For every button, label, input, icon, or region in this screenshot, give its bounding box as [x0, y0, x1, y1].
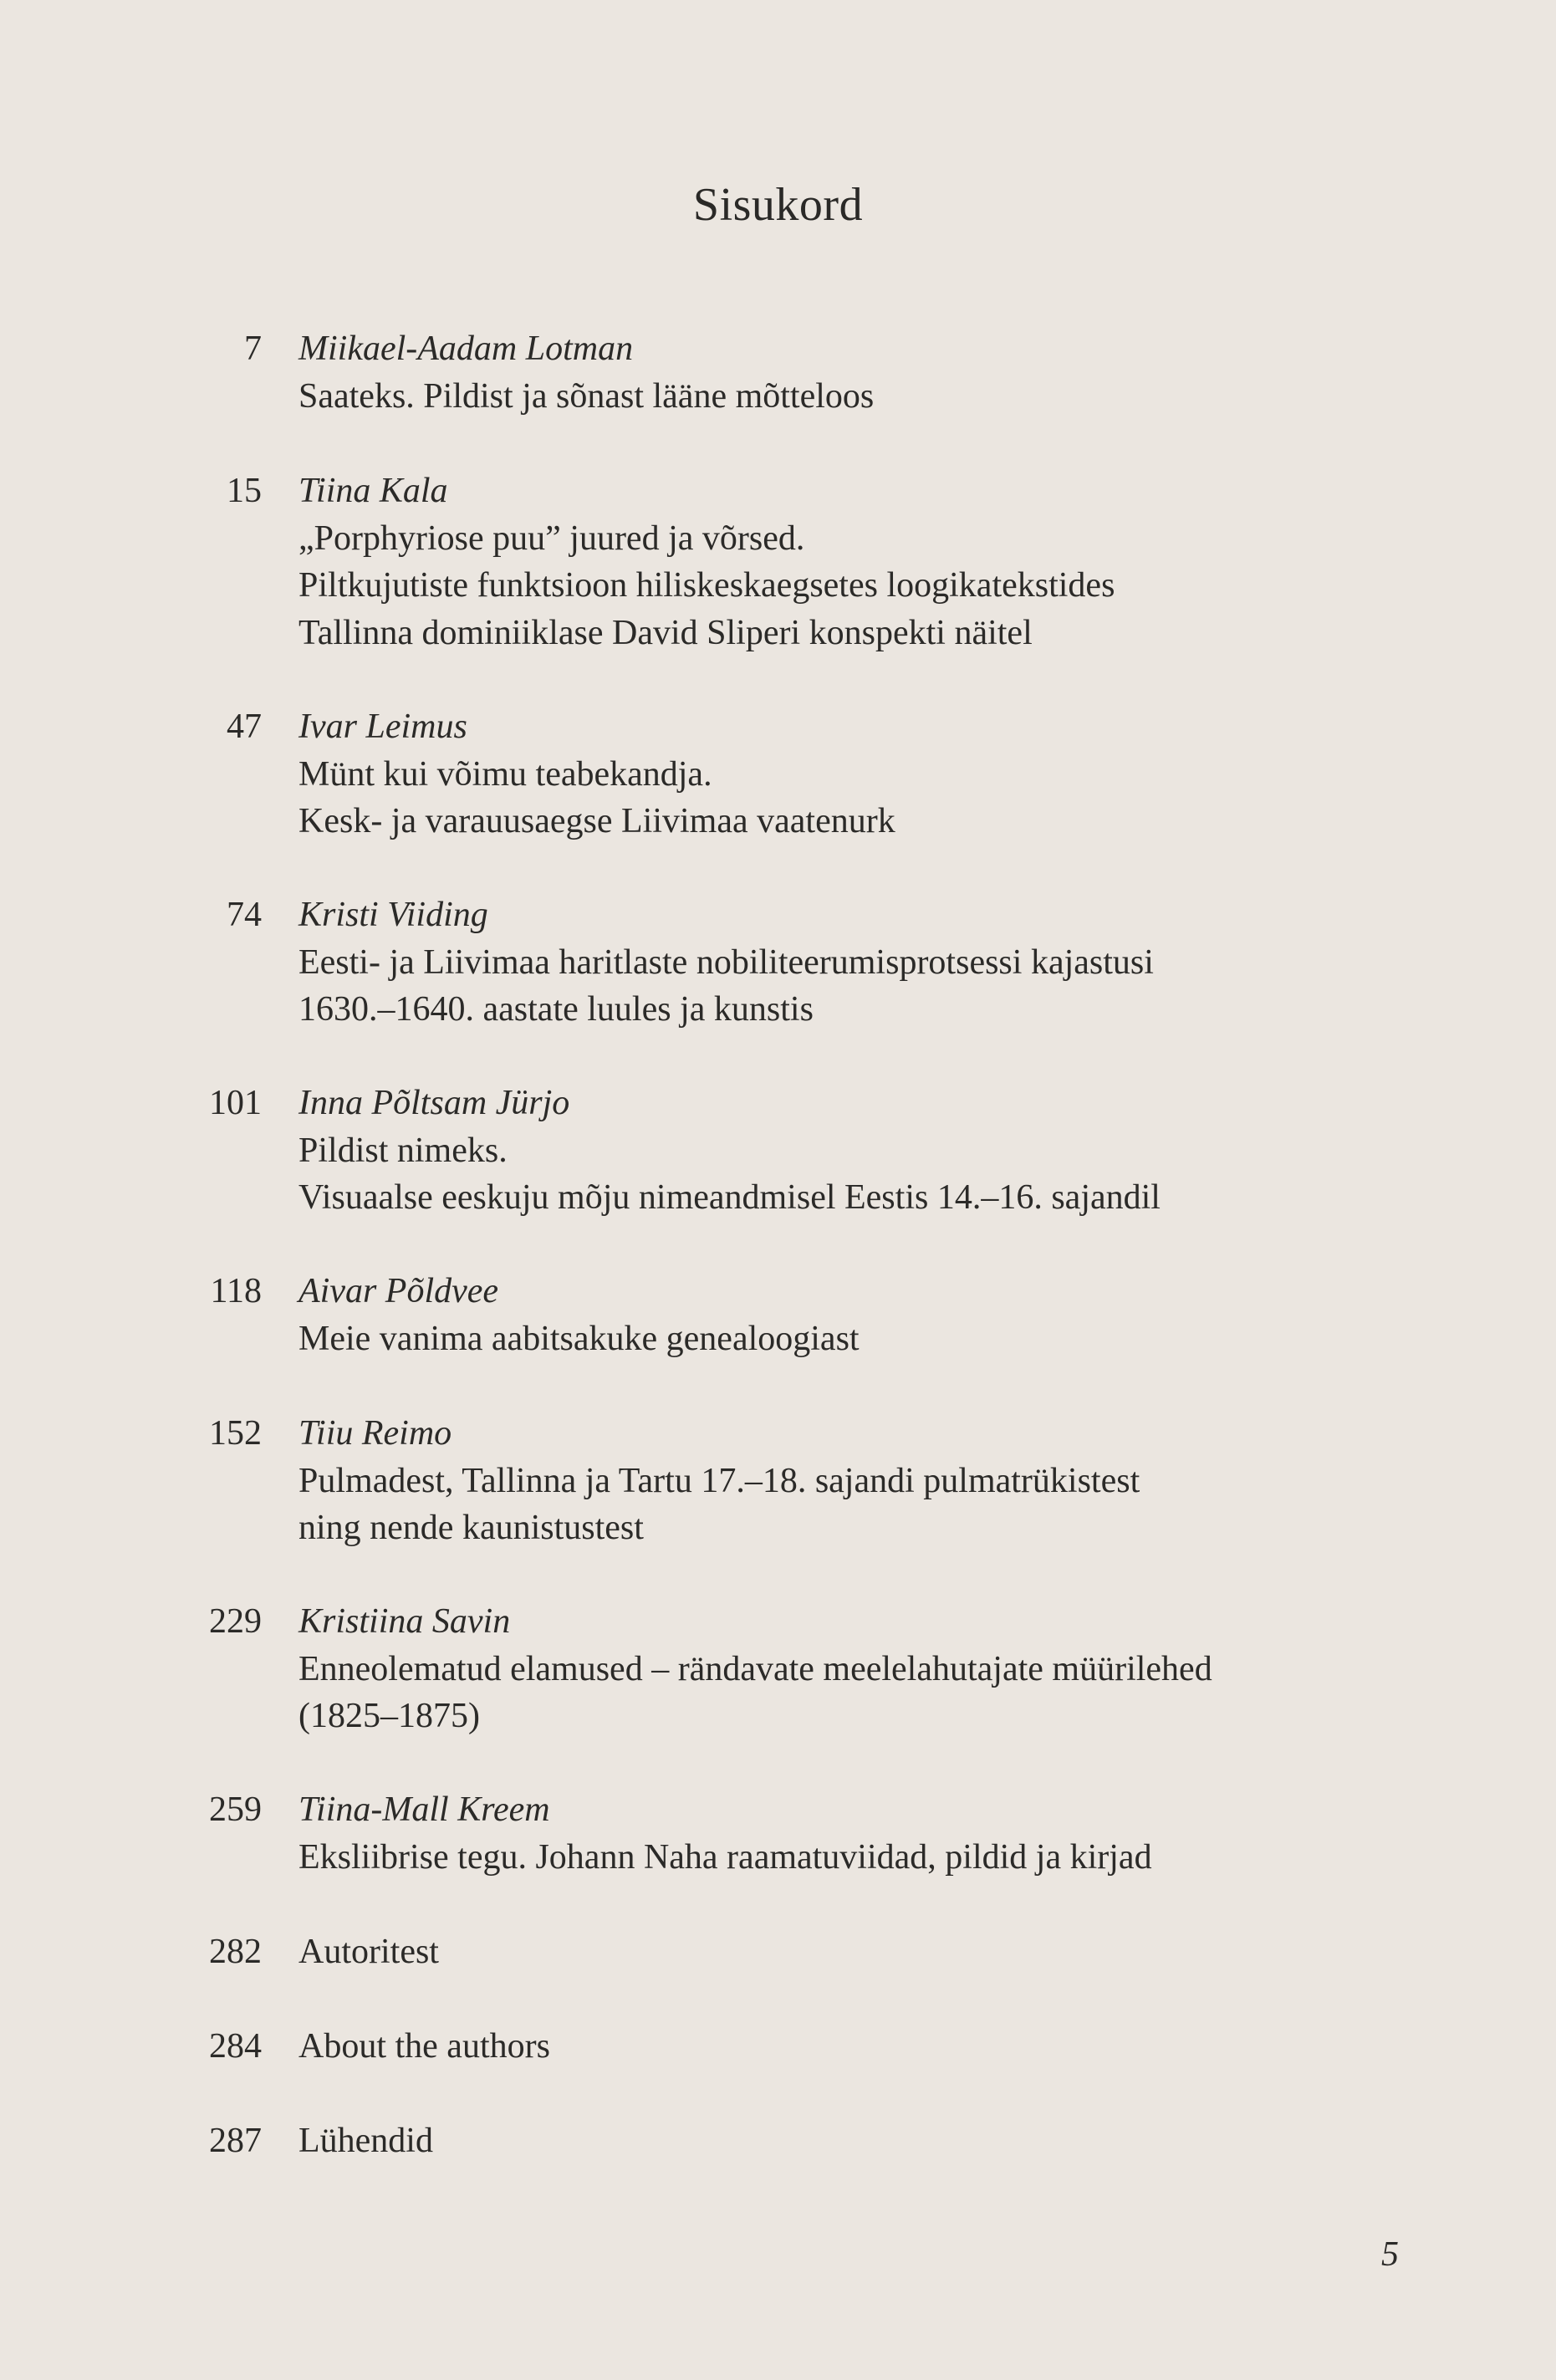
toc-page-number: 287 — [209, 2122, 262, 2160]
toc-title-line: Eesti- ja Liivimaa haritlaste nobiliteerumisprotsessi kajastusi — [298, 942, 1154, 982]
toc-entry-content — [298, 1080, 1494, 1222]
toc-entry-content — [298, 1410, 1494, 1552]
toc-title-line: Visuaalse eeskuju mõju nimeandmisel Eestis 14.–16. sajandil — [298, 1178, 1161, 1217]
toc-title-line: Piltkujutiste funktsioon hiliskeskaegsetes loogikatekstides — [298, 566, 1115, 605]
toc-title-line: Pulmadest, Tallinna ja Tartu 17.–18. sajandi pulmatrükistest — [298, 1461, 1140, 1500]
toc-author: Inna Põltsam Jürjo — [298, 1084, 570, 1122]
toc-page-number: 229 — [209, 1602, 262, 1641]
toc-entry-content — [298, 467, 1494, 656]
toc-page-number: 74 — [227, 896, 262, 934]
toc-title-line: Lühendid — [298, 2122, 433, 2160]
toc-page-number: 118 — [210, 1272, 262, 1310]
toc-title-line: Enneolematud elamused – rändavate meelelahutajate müürilehed — [298, 1649, 1212, 1688]
toc-author: Kristiina Savin — [298, 1602, 511, 1641]
toc-title-line: ning nende kaunistustest — [298, 1509, 644, 1547]
toc-title-line: Kesk- ja varauusaegse Liivimaa vaatenurk — [298, 802, 895, 840]
toc-title-line: (1825–1875) — [298, 1697, 480, 1735]
toc-entry-content — [298, 2023, 1494, 2071]
toc-entry-content — [298, 703, 1494, 845]
toc-page-number: 259 — [209, 1790, 262, 1829]
toc-page-number: 47 — [227, 707, 262, 746]
toc-author: Tiina Kala — [298, 472, 448, 510]
toc-page-number: 282 — [209, 1933, 262, 1971]
toc-author: Tiina-Mall Kreem — [298, 1790, 550, 1829]
toc-author: Miikael-Aadam Lotman — [298, 329, 634, 368]
toc-title-line: Pildist nimeks. — [298, 1131, 508, 1170]
toc-title-line: About the authors — [298, 2027, 550, 2066]
toc-title-line: 1630.–1640. aastate luules ja kunstis — [298, 990, 814, 1029]
toc-page-number: 101 — [209, 1084, 262, 1122]
toc-title-line: Meie vanima aabitsakuke genealoogiast — [298, 1319, 860, 1358]
toc-entry-content — [298, 1928, 1494, 1976]
toc-title-line: Autoritest — [298, 1933, 439, 1971]
page-folio-number: 5 — [1381, 2235, 1399, 2274]
toc-title-line: Saateks. Pildist ja sõnast lääne mõtteloos — [298, 376, 875, 416]
toc-entry-content — [298, 325, 1494, 420]
toc-page-number: 152 — [209, 1414, 262, 1453]
toc-entry-content — [298, 1268, 1494, 1362]
toc-entry-content — [298, 891, 1494, 1034]
toc-title-line: Tallinna dominiiklase David Sliperi konspekti näitel — [298, 613, 1033, 652]
toc-author: Kristi Viiding — [298, 896, 488, 934]
toc-entry-content — [298, 1598, 1494, 1740]
toc-author: Aivar Põldvee — [298, 1272, 499, 1310]
toc-entry-content — [298, 1786, 1494, 1881]
toc-page-number: 284 — [209, 2027, 262, 2066]
toc-entry-content — [298, 2117, 1494, 2165]
toc-title-line: Münt kui võimu teabekandja. — [298, 754, 712, 794]
page-title: Sisukord — [692, 179, 864, 231]
toc-author: Ivar Leimus — [298, 707, 467, 746]
toc-page-number: 15 — [227, 472, 262, 510]
toc-title-line: Eksliibrise tegu. Johann Naha raamatuviidad, pildid ja kirjad — [298, 1837, 1152, 1877]
toc-title-line: „Porphyriose puu” juured ja võrsed. — [298, 518, 805, 558]
toc-author: Tiiu Reimo — [298, 1414, 452, 1453]
toc-page-number: 7 — [244, 329, 262, 368]
